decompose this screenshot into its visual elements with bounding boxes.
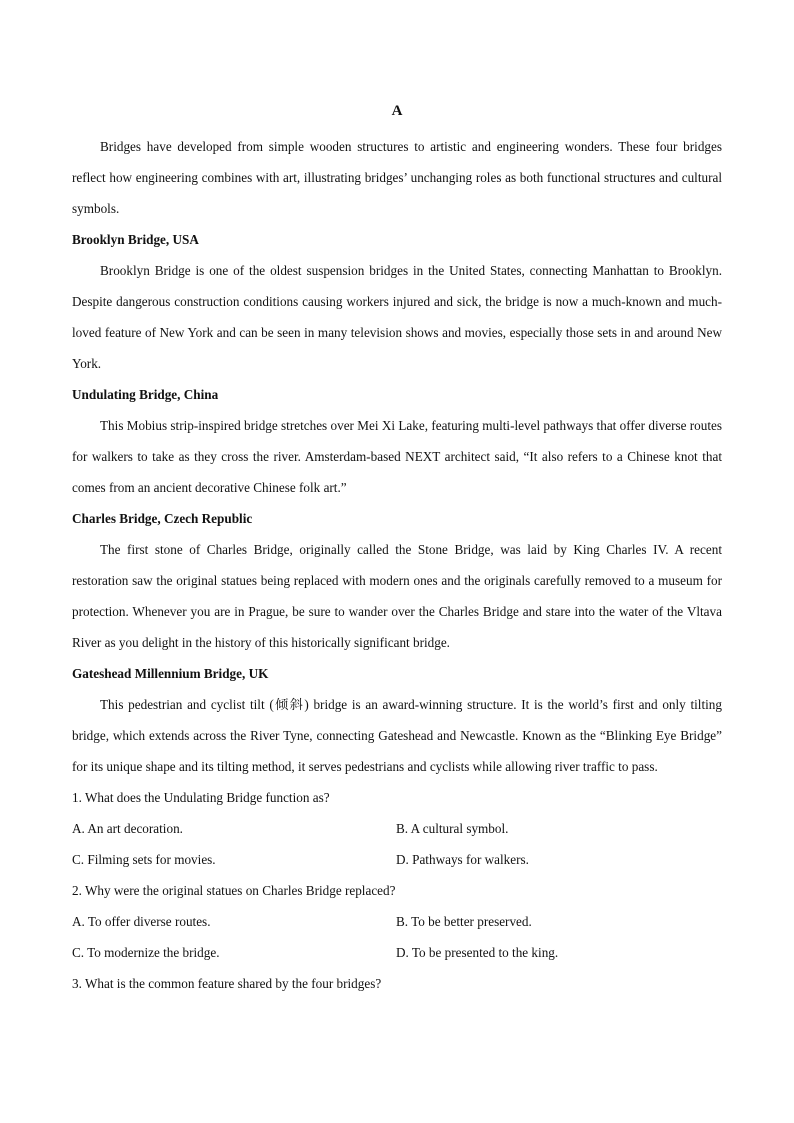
section-heading-charles: Charles Bridge, Czech Republic — [72, 511, 253, 526]
question-1-options — [72, 813, 722, 875]
section-text-gateshead: This pedestrian and cyclist tilt (倾斜) bridge is an award-winning structure. It is the world’s first and only tilting bridge, which extends across the River Tyne, connecting Gateshead and Newcastle. Known as the “Blinking Eye Bridge” for its unique shape and its tilting method, it serves pedestrians and cyclists while allowing river traffic to pass. — [72, 697, 722, 774]
question-1-option-d: D. Pathways for walkers. — [396, 852, 529, 867]
question-2-option-c: C. To modernize the bridge. — [72, 945, 220, 960]
section-heading-undulating: Undulating Bridge, China — [72, 387, 219, 402]
question-2-option-b: B. To be better preserved. — [396, 914, 532, 929]
question-1-option-c: C. Filming sets for movies. — [72, 852, 216, 867]
section-text-charles: The first stone of Charles Bridge, originally called the Stone Bridge, was laid by King Charles IV. A recent restoration saw the original statues being replaced with modern ones and the originals carefully removed to a museum for protection. Whenever you are in Prague, be sure to wander over the Charles Bridge and stare into the water of the Vltava River as you delight in the history of this historically significant bridge. — [72, 542, 722, 650]
question-2-options — [72, 906, 722, 968]
question-2-option-a: A. To offer diverse routes. — [72, 914, 211, 929]
document-page — [72, 100, 722, 999]
question-1-option-a: A. An art decoration. — [72, 821, 183, 836]
intro-paragraph: Bridges have developed from simple wooden structures to artistic and engineering wonders. These four bridges reflect how engineering combines with art, illustrating bridges’ unchanging roles as both functional structures and cultural symbols. — [72, 139, 722, 216]
passage-title: A — [391, 103, 403, 119]
question-3-stem: 3. What is the common feature shared by the four bridges? — [72, 976, 382, 991]
section-text-brooklyn: Brooklyn Bridge is one of the oldest suspension bridges in the United States, connecting Manhattan to Brooklyn. Despite dangerous construction conditions causing workers injured and sick, the bridge is now a much-known and much-loved feature of New York and can be seen in many television shows and movies, especially those sets in and around New York. — [72, 263, 722, 371]
question-2-option-d: D. To be presented to the king. — [396, 945, 559, 960]
question-1-option-b: B. A cultural symbol. — [396, 821, 509, 836]
section-text-undulating: This Mobius strip-inspired bridge stretches over Mei Xi Lake, featuring multi-level pathways that offer diverse routes for walkers to take as they cross the river. Amsterdam-based NEXT architect said, “It also refers to a Chinese knot that comes from an ancient decorative Chinese folk art.” — [72, 418, 722, 495]
section-heading-gateshead: Gateshead Millennium Bridge, UK — [72, 666, 269, 681]
question-2-stem: 2. Why were the original statues on Charles Bridge replaced? — [72, 883, 396, 898]
question-1-stem: 1. What does the Undulating Bridge function as? — [72, 790, 330, 805]
section-heading-brooklyn: Brooklyn Bridge, USA — [72, 232, 199, 247]
